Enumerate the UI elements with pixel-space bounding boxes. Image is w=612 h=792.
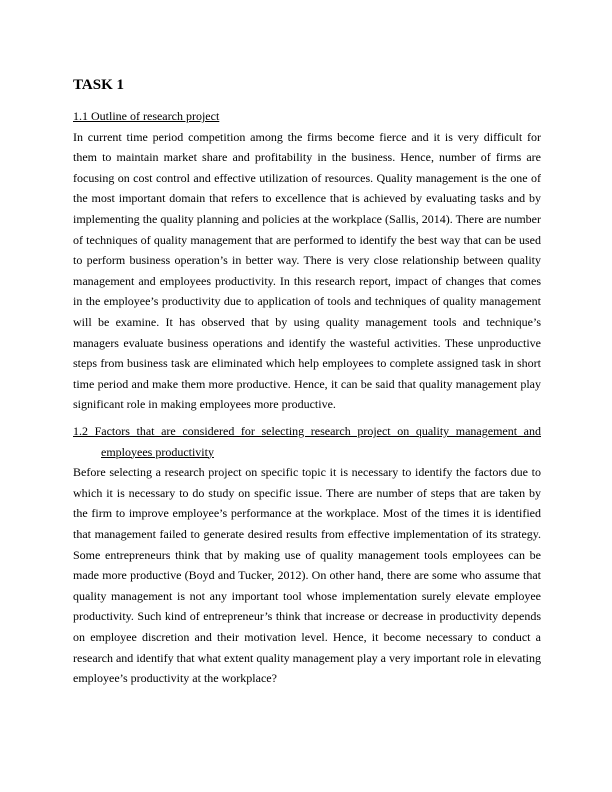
section-2-heading-line-1 — [73, 421, 541, 442]
section-outline-research-project — [73, 106, 541, 415]
section-2-body: Before selecting a research project on specific topic it is necessary to identify the factors due to which it is necessary to do study on specific issue. There are number of steps that are taken by the firm to improve employee’s performance at the workplace. Most of the times it is identified that management failed to generate desired results from effective implementation of its strategy. Some entrepreneurs think that by making use of quality management tools employees can be made more productive (Boyd and Tucker, 2012). On other hand, there are some who assume that quality management is not any important tool whose implementation surely elevate employee productivity. Such kind of entrepreneur’s think that increase or decrease in productivity depends on employee discretion and their motivation level. Hence, it become necessary to conduct a research and identify that what extent quality management play a very important role in elevating employee’s productivity at the workplace? — [73, 465, 541, 686]
section-2-heading-line-2 — [73, 442, 541, 463]
section-2-heading-text-1: 1.2 Factors that are considered for selecting research project on quality management and — [73, 424, 541, 438]
section-1-body: In current time period competition among the firms become fierce and it is very difficult for them to maintain market share and profitability in the business. Hence, number of firms are focusing on cost control and effective utilization of resources. Quality management is the one of the most important domain that refers to excellence that is achieved by evaluating tasks and by implementing the quality planning and policies at the workplace (Sallis, 2014). There are number of techniques of quality management that are performed to identify the best way that can be used to perform business operation’s in better way. There is very close relationship between quality management and employees productivity. In this research report, impact of changes that comes in the employee’s productivity due to application of tools and techniques of quality management will be examine. It has observed that by using quality management tools and technique’s managers evaluate business operations and identify the wasteful activities. These unproductive steps from business task are eliminated which help employees to complete assigned task in short time period and make them more productive. Hence, it can be said that quality management play significant role in making employees more productive. — [73, 129, 541, 412]
section-2-heading-text-2: employees productivity — [101, 444, 214, 459]
section-1-heading: 1.1 Outline of research project — [73, 109, 220, 123]
section-factors-research-project — [73, 421, 541, 689]
task-title: TASK 1 — [73, 77, 124, 93]
